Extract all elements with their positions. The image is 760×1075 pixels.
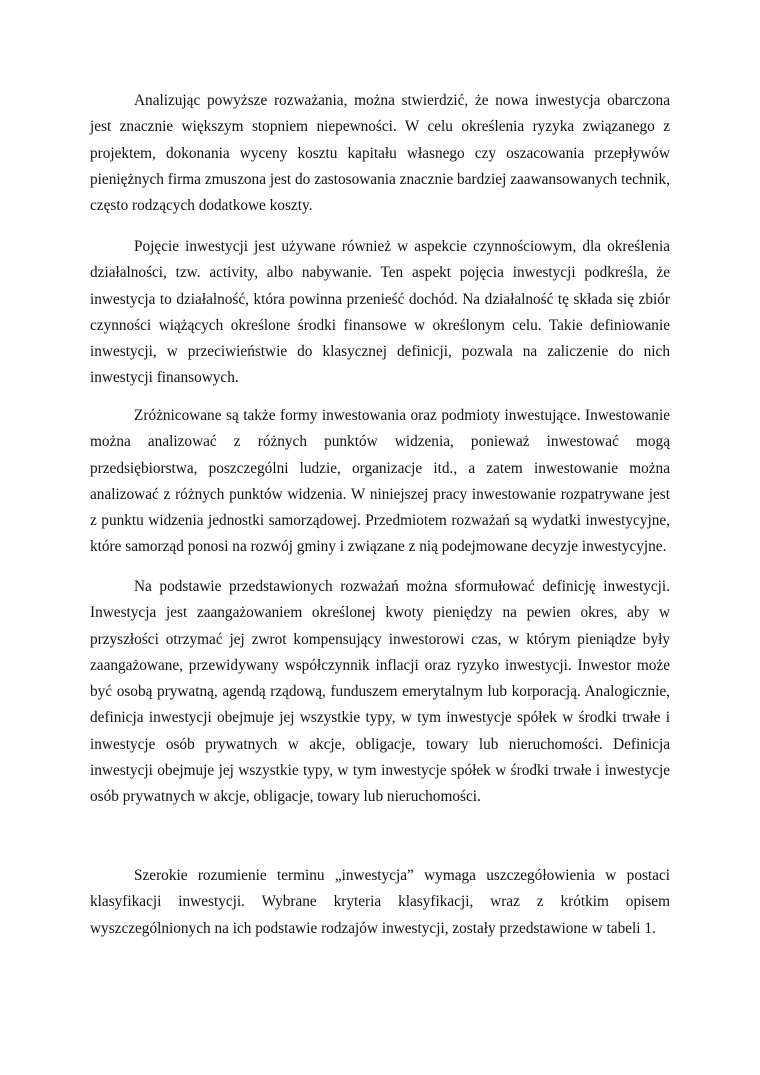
paragraph-investment-classification: Szerokie rozumienie terminu „inwestycja” wymaga uszczegółowienia w postaci klasyfikacji inwestycji. Wybrane kryteria klasyfikacji, wraz z krótkim opisem wyszczególnionych na ich podstawie rodzajów inwestycji, zostały przedstawione w tabeli 1. — [90, 867, 670, 937]
paragraph-investment-activity-aspect: Pojęcie inwestycji jest używane również w aspekcie czynnościowym, dla określenia działalności, tzw. activity, albo nabywanie. Ten aspekt pojęcia inwestycji podkreśla, że inwestycja to działalność, która powinna przenieść dochód. Na działalność tę składa się zbiór czynności wiążących określone środki finansowe w określonym celu. Takie definiowanie inwestycji, w przeciwieństwie do klasycznej definicji, pozwala na zaliczenie do nich inwestycji finansowych. — [90, 238, 670, 387]
paragraph-new-investment-uncertainty: Analizując powyższe rozważania, można stwierdzić, że nowa inwestycja obarczona jest znacznie większym stopniem niepewności. W celu określenia ryzyka związanego z projektem, dokonania wyceny kosztu kapitału własnego czy oszacowania przepływów pieniężnych firma zmuszona jest do zastosowania znacznie bardziej zaawansowanych technik, często rodzących dodatkowe koszty. — [90, 92, 670, 215]
paragraph-investment-definition: Na podstawie przedstawionych rozważań można sformułować definicję inwestycji. Inwestycja jest zaangażowaniem określonej kwoty pieniędzy na pewien okres, aby w przyszłości otrzymać jej zwrot kompensujący inwestorowi czas, w którym pieniądze były zaangażowane, przewidywany współczynnik inflacji oraz ryzyko inwestycji. Inwestor może być osobą prywatną, agendą rządową, funduszem emerytalnym lub korporacją. Analogicznie, definicja inwestycji obejmuje jej wszystkie typy, w tym inwestycje spółek w środki trwałe i inwestycje osób prywatnych w akcje, obligacje, towary lub nieruchomości. Definicja inwestycji obejmuje jej wszystkie typy, w tym inwestycje spółek w środki trwałe i inwestycje osób prywatnych w akcje, obligacje, towary lub nieruchomości. — [90, 578, 670, 806]
paragraph-forms-of-investing: Zróżnicowane są także formy inwestowania oraz podmioty inwestujące. Inwestowanie można analizować z różnych punktów widzenia, ponieważ inwestować mogą przedsiębiorstwa, poszczególni ludzie, organizacje itd., a zatem inwestowanie można analizować z różnych punktów widzenia. W niniejszej pracy inwestowanie rozpatrywane jest z punktu widzenia jednostki samorządowej. Przedmiotem rozważań są wydatki inwestycyjne, które samorząd ponosi na rozwój gminy i związane z nią podejmowane decyzje inwestycyjne. — [90, 407, 670, 556]
